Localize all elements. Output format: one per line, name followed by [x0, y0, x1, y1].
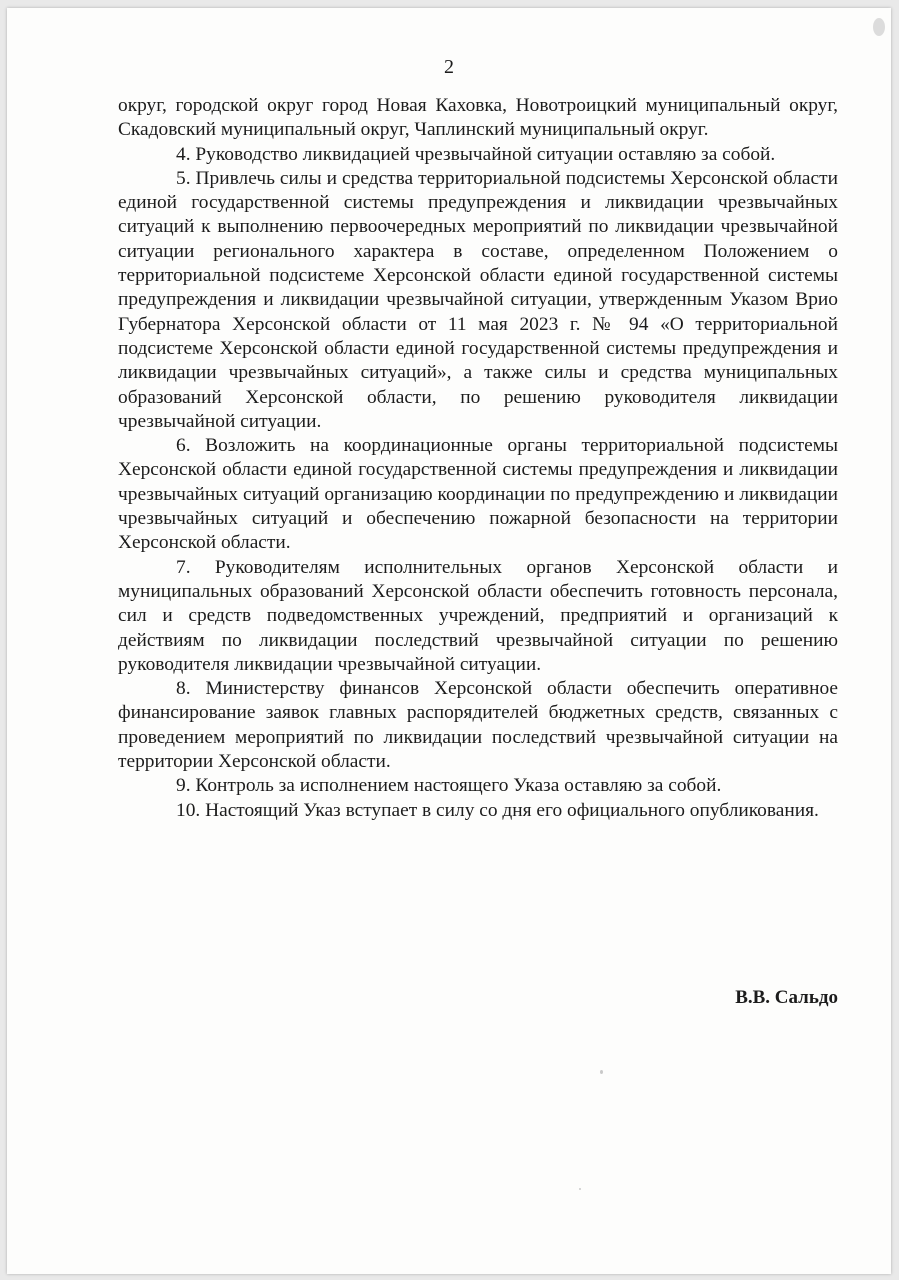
signature-name: В.В. Сальдо	[735, 987, 838, 1008]
scan-speck	[873, 18, 885, 36]
paragraph-6: 6. Возложить на координационные органы территориальной подсистемы Херсонской области единой государственной системы предупреждения и ликвидации чрезвычайных ситуаций организацию координации по предупреждению и ликвидации чрезвычайных ситуаций и обеспечению пожарной безопасности на территории Херсонской области.	[118, 435, 838, 554]
document-page	[7, 8, 891, 1274]
paragraph-10: 10. Настоящий Указ вступает в силу со дня его официального опубликования.	[176, 799, 819, 821]
scan-speck	[579, 1188, 581, 1190]
paragraph-5: 5. Привлечь силы и средства территориальной подсистемы Херсонской области единой государственной системы предупреждения и ликвидации чрезвычайных ситуаций к выполнению первоочередных мероприятий по ликвидации чрезвычайной ситуации регионального характера в составе, определенном Положением о территориальной подсистеме Херсонской области единой государственной системы предупреждения и ликвидации чрезвычайной ситуации, утвержденным Указом Врио Губернатора Херсонской области от 11 мая 2023 г. № 94 «О территориальной подсистеме Херсонской области единой государственной системы предупреждения и ликвидации чрезвычайных ситуаций», а также силы и средства муниципальных образований Херсонской области, по решению руководителя ликвидации чрезвычайной ситуации.	[118, 167, 838, 432]
paragraph-7: 7. Руководителям исполнительных органов Херсонской области и муниципальных образований Херсонской области обеспечить готовность персонала, сил и средств подведомственных учреждений, предприятий и организаций к действиям по ликвидации последствий чрезвычайной ситуации по решению руководителя ликвидации чрезвычайной ситуации.	[118, 556, 838, 675]
paragraph-4: 4. Руководство ликвидацией чрезвычайной ситуации оставляю за собой.	[176, 143, 776, 165]
scan-speck	[600, 1070, 603, 1074]
paragraph-9: 9. Контроль за исполнением настоящего Указа оставляю за собой.	[176, 775, 722, 797]
paragraph-8: 8. Министерству финансов Херсонской области обеспечить оперативное финансирование заявок главных распорядителей бюджетных средств, связанных с проведением мероприятий по ликвидации последствий чрезвычайной ситуации на территории Херсонской области.	[118, 678, 838, 773]
paragraph-continued: округ, городской округ город Новая Каховка, Новотроицкий муниципальный округ, Скадовский муниципальный округ, Чаплинский муниципальный округ.	[118, 95, 838, 141]
page-number: 2	[444, 56, 454, 78]
document-body	[118, 94, 838, 823]
